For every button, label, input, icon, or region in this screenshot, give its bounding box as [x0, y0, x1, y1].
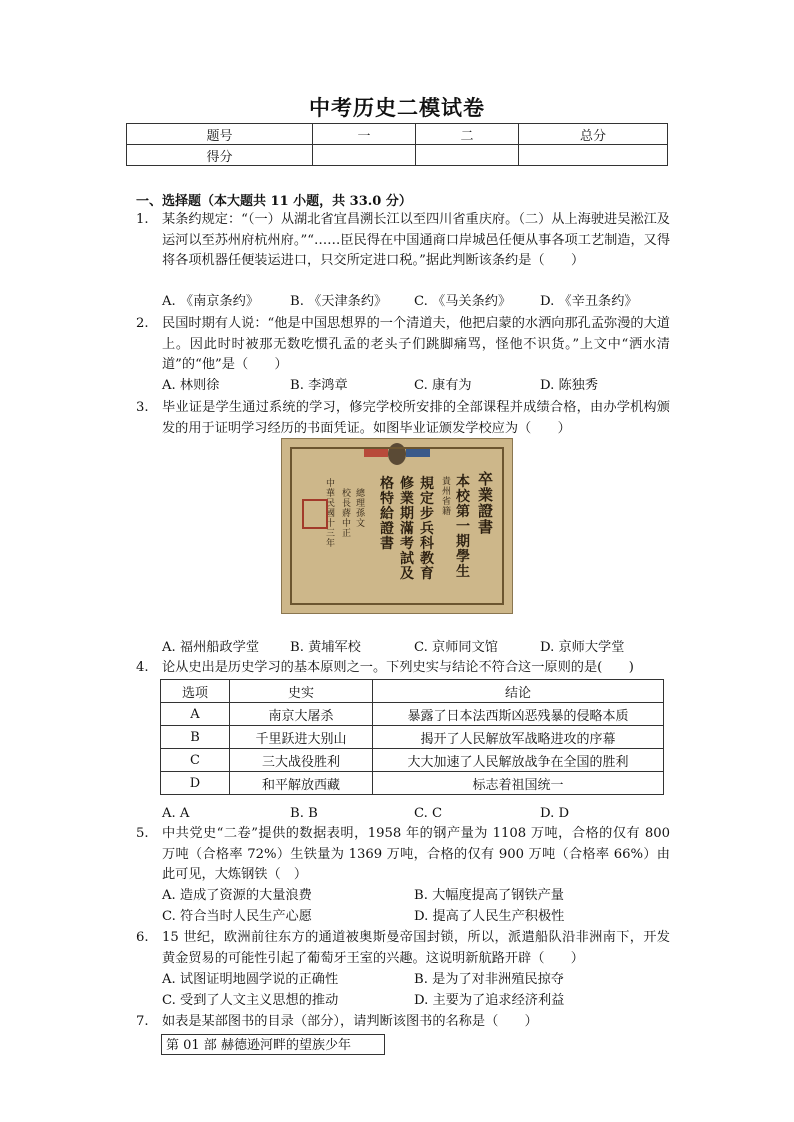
option-c[interactable]: C. 康有为	[414, 378, 472, 393]
certificate-text: 規定步兵科教育	[420, 476, 434, 582]
table-cell: 大大加速了人民解放战争在全国的胜利	[373, 749, 664, 772]
option-d[interactable]: D. 《辛丑条约》	[540, 294, 638, 309]
question-number: 1.	[136, 212, 149, 227]
option-a[interactable]: A. A	[162, 806, 190, 821]
question-number: 5.	[136, 826, 149, 841]
table-row	[161, 772, 664, 795]
option-b[interactable]: B. 黄埔军校	[290, 640, 361, 655]
certificate-text: 卒業證書	[478, 470, 494, 536]
table-cell: 三大战役胜利	[230, 749, 373, 772]
option-d[interactable]: D. 提高了人民生产积极性	[414, 909, 565, 924]
option-b[interactable]: B. 大幅度提高了钢铁产量	[414, 888, 564, 903]
table-cell: 标志着祖国统一	[373, 772, 664, 795]
table-row	[161, 726, 664, 749]
question-text: 15 世纪，欧洲前往东方的通道被奥斯曼帝国封锁，所以，派遣船队沿非洲南下，开发黄金贸易的可能性引起了葡萄牙王室的兴趣。这说明新航路开辟（ ）	[162, 930, 670, 966]
table-cell: B	[161, 726, 230, 749]
option-a[interactable]: A. 试图证明地圆学说的正确性	[162, 972, 339, 987]
option-a[interactable]: A. 《南京条约》	[162, 294, 260, 309]
option-c[interactable]: C. C	[414, 806, 443, 821]
option-d[interactable]: D. D	[540, 806, 570, 821]
table-cell: 题号	[127, 124, 313, 145]
certificate-text: 本校第一期學生	[456, 474, 470, 580]
page-title: 中考历史二模试卷	[309, 95, 485, 120]
table-cell: 千里跃进大别山	[230, 726, 373, 749]
table-cell: 总分	[519, 124, 668, 145]
score-cell[interactable]	[313, 145, 416, 166]
option-b[interactable]: B. B	[290, 806, 318, 821]
question-number: 3.	[136, 400, 149, 415]
question-text: 如表是某部图书的目录（部分），请判断该图书的名称是（ ）	[162, 1014, 538, 1029]
certificate-text: 總理孫文	[356, 489, 366, 529]
table-cell: 二	[416, 124, 519, 145]
option-b[interactable]: B. 《天津条约》	[290, 294, 388, 309]
option-c[interactable]: C. 受到了人文主义思想的推动	[162, 993, 339, 1008]
certificate-text: 中華民國十三年	[326, 479, 336, 549]
table-cell: 和平解放西藏	[230, 772, 373, 795]
score-cell[interactable]	[416, 145, 519, 166]
option-a[interactable]: A. 造成了资源的大量浪费	[162, 888, 312, 903]
table-cell: A	[161, 703, 230, 726]
table-cell: 一	[313, 124, 416, 145]
option-b[interactable]: B. 是为了对非洲殖民掠夺	[414, 972, 564, 987]
table-row	[161, 703, 664, 726]
question-text: 毕业证是学生通过系统的学习，修完学校所安排的全部课程并成绩合格，由办学机构颁发的用于证明学习经历的书面凭证。如图毕业证颁发学校应为（ ）	[162, 400, 670, 436]
table-row	[127, 145, 668, 166]
table-header-cell: 选项	[161, 680, 230, 703]
score-table	[126, 123, 668, 166]
question-number: 7.	[136, 1014, 149, 1029]
option-c[interactable]: C. 京师同文馆	[414, 640, 498, 655]
option-d[interactable]: D. 主要为了追求经济利益	[414, 993, 565, 1008]
question-text: 某条约规定：“（一）从湖北省宜昌溯长江以至四川省重庆府。（二）从上海驶进吴淞江及运河以至苏州府杭州府。”“……臣民得在中国通商口岸城邑任便从事各项工艺制造，又得将各项机器任便装运进口，只交所定进口税。”据此判断该条约是（ ）	[162, 212, 671, 268]
option-b[interactable]: B. 李鸿章	[290, 378, 348, 393]
table-cell: 得分	[127, 145, 313, 166]
option-a[interactable]: A. 福州船政学堂	[162, 640, 260, 655]
option-d[interactable]: D. 京师大学堂	[540, 640, 625, 655]
table-cell: 揭开了人民解放军战略进攻的序幕	[373, 726, 664, 749]
question-text: 论从史出是历史学习的基本原则之一。下列史实与结论不符合这一原则的是( )	[162, 660, 634, 675]
table-cell: 暴露了日本法西斯凶恶残暴的侵略本质	[373, 703, 664, 726]
certificate-text: 校長蔣中正	[342, 489, 352, 539]
certificate-text: 貴州省籍	[442, 477, 452, 517]
question-number: 2.	[136, 316, 149, 331]
toc-entry: 第 01 部 赫德逊河畔的望族少年	[161, 1034, 385, 1055]
question-text: 中共党史“二卷”提供的数据表明，1958 年的钢产量为 1108 万吨，合格的仅有 800 万吨（合格率 72%）生铁量为 1369 万吨，合格的仅有 900 万吨（合格率 66%）由此可见，大炼钢铁（ ）	[162, 826, 670, 882]
table-row	[161, 749, 664, 772]
table-header-cell: 结论	[373, 680, 664, 703]
table-row	[161, 680, 664, 703]
option-c[interactable]: C. 《马关条约》	[414, 294, 512, 309]
seal-icon	[302, 499, 328, 529]
question-text: 民国时期有人说：“他是中国思想界的一个清道夫，他把启蒙的水洒向那孔孟弥漫的大道上。因此时时被那无数吃惯孔孟的老头子们跳脚痛骂，怪他不识货。”上文中“洒水清道”的“他”是（ ）	[162, 316, 670, 372]
question-number: 6.	[136, 930, 149, 945]
table-cell: D	[161, 772, 230, 795]
table-cell: 南京大屠杀	[230, 703, 373, 726]
score-cell[interactable]	[519, 145, 668, 166]
option-c[interactable]: C. 符合当时人民生产心愿	[162, 909, 312, 924]
table-header-cell: 史实	[230, 680, 373, 703]
table-row	[127, 124, 668, 145]
section-heading: 一、选择题（本大题共 11 小题，共 33.0 分）	[136, 194, 412, 209]
option-a[interactable]: A. 林则徐	[162, 378, 220, 393]
certificate-text: 格特給證書	[380, 476, 394, 552]
facts-table	[160, 679, 664, 795]
option-d[interactable]: D. 陈独秀	[540, 378, 599, 393]
certificate-text: 修業期滿考試及	[400, 476, 414, 582]
graduation-certificate-image	[281, 438, 513, 614]
question-number: 4.	[136, 660, 149, 675]
table-cell: C	[161, 749, 230, 772]
